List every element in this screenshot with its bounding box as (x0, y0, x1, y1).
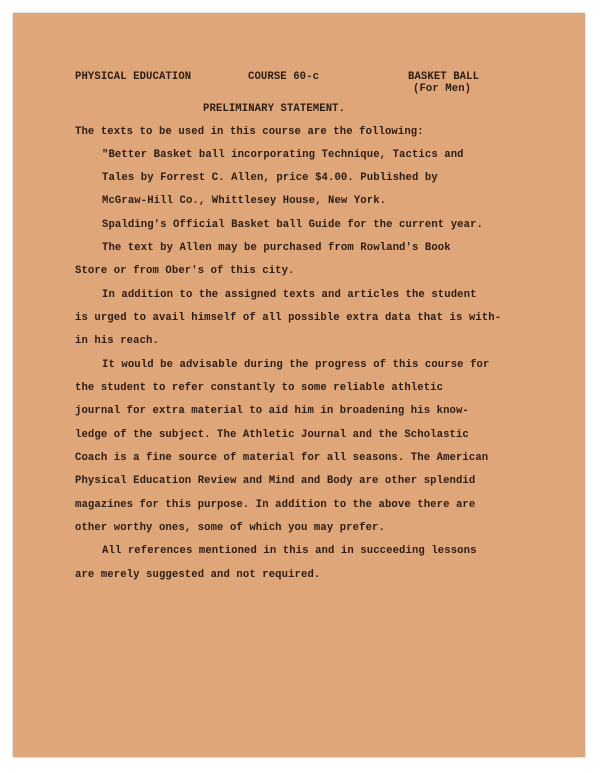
body-line: All references mentioned in this and in succeeding lessons (102, 545, 477, 557)
body-line: other worthy ones, some of which you may prefer. (75, 522, 385, 534)
header-course: COURSE 60-c (248, 71, 320, 83)
body-line: In addition to the assigned texts and articles the student (102, 289, 477, 301)
body-line: are merely suggested and not required. (75, 569, 321, 581)
body-line: "Better Basket ball incorporating Technique, Tactics and (102, 149, 464, 161)
body-line: journal for extra material to aid him in broadening his know- (75, 405, 469, 417)
body-line: in his reach. (75, 335, 159, 347)
header-sport: BASKET BALL (408, 71, 480, 83)
body-line: The text by Allen may be purchased from Rowland's Book (102, 242, 451, 254)
body-line: It would be advisable during the progress of this course for (102, 359, 490, 371)
body-line: Store or from Ober's of this city. (75, 265, 295, 277)
body-line: Tales by Forrest C. Allen, price $4.00. Published by (102, 172, 438, 184)
body-line: Physical Education Review and Mind and Body are other splendid (75, 475, 476, 487)
body-line: Spalding's Official Basket ball Guide for the current year. (102, 219, 483, 231)
body-line: magazines for this purpose. In addition to the above there are (75, 499, 476, 511)
body-line: the student to refer constantly to some reliable athletic (75, 382, 444, 394)
body-line: McGraw-Hill Co., Whittlesey House, New York. (102, 195, 387, 207)
document-page (13, 13, 585, 757)
body-line: ledge of the subject. The Athletic Journal and the Scholastic (75, 429, 469, 441)
document-title: PRELIMINARY STATEMENT. (203, 103, 346, 115)
body-line: The texts to be used in this course are the following: (75, 126, 424, 138)
body-line: Coach is a fine source of material for all seasons. The American (75, 452, 489, 464)
body-line: is urged to avail himself of all possible extra data that is with- (75, 312, 502, 324)
header-subject: PHYSICAL EDUCATION (75, 71, 192, 83)
header-audience: (For Men) (413, 83, 472, 95)
